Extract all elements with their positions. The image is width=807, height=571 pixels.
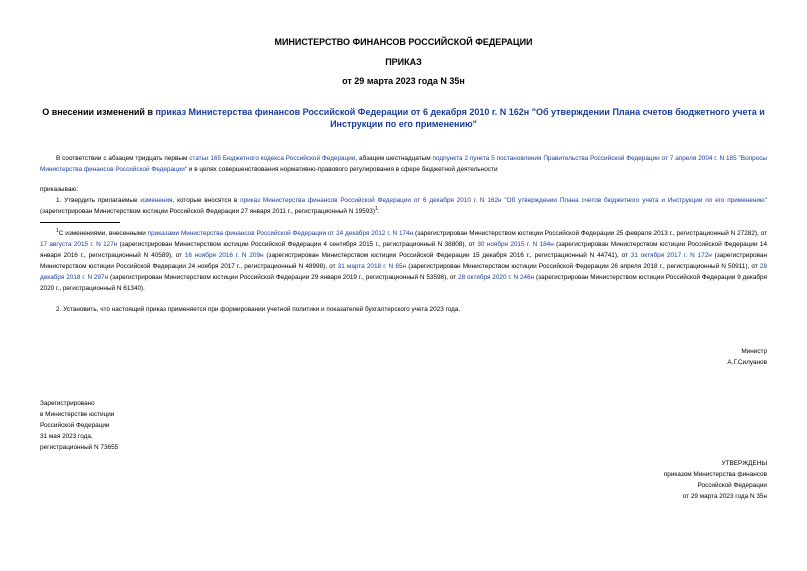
signature-name: А.Г.Силуанов	[727, 359, 767, 366]
changes-link[interactable]: изменения	[140, 197, 173, 204]
fn-text-5: (зарегистрирован Министерством юстиции Российской Федерации 15 декабря 2016 г., регистрационный N 44741), от	[263, 252, 631, 259]
fn-link-8[interactable]: 28 октября 2020 г. N 246н	[458, 274, 535, 281]
approval-line: УТВЕРЖДЕНЫ	[721, 460, 767, 467]
fn-text-6: (зарегистрирован Министерством юстиции Российской Федерации 24 ноября 2017 г., регистрационный N 48998), от	[40, 252, 767, 270]
para3-text-1: 1. Утвердить прилагаемые	[56, 197, 141, 204]
paragraph-basis	[40, 153, 767, 175]
paragraph-order: приказываю:	[40, 186, 78, 193]
ministry-heading: МИНИСТЕРСТВО ФИНАНСОВ РОССИЙСКОЙ ФЕДЕРАЦИИ	[274, 37, 533, 47]
registration-line: в Министерстве юстиции	[40, 411, 115, 418]
signature-block	[727, 346, 767, 368]
fn-text-7: (зарегистрирован Министерством юстиции Российской Федерации 26 апреля 2018 г., регистрационный N 50911), от	[406, 263, 760, 270]
fn-text-2: (зарегистрирован Министерством юстиции Российской Федерации 25 февраля 2013 г., регистрационный N 27282), от	[413, 230, 767, 237]
paragraph-item-1	[40, 195, 767, 217]
fn-link-7[interactable]: 28 декабря 2018 г. N 297н	[40, 263, 767, 281]
order-162n-link[interactable]: приказ Министерства финансов Российской Федерации от 6 декабря 2010 г. N 162н "Об утверждении Плана счетов бюджетного учета и Инструкции по его применению"	[240, 197, 767, 204]
title-text: О внесении изменений в	[42, 107, 156, 117]
fn-link-3[interactable]: 30 ноября 2015 г. N 184н	[477, 241, 554, 248]
signature-position: Министр	[741, 348, 767, 355]
fn-link-6[interactable]: 31 марта 2018 г. N 65н	[337, 263, 407, 270]
para3-text-2: , которые вносятся в	[172, 197, 241, 204]
fn-text-4: (зарегистрирован Министерством юстиции Российской Федерации 14 января 2016 г., регистрационный N 40589), от	[40, 241, 768, 259]
approval-line: Российской Федерации	[697, 482, 767, 489]
doc-date-number: от 29 марта 2023 года N 35н	[342, 76, 465, 86]
fn-text-9: (зарегистрирован Министерством юстиции Российской Федерации 9 декабря 2020 г., регистрационный N 61340).	[40, 274, 767, 292]
title-link[interactable]: приказ Министерства финансов Российской Федерации от 6 декабря 2010 г. N 162н "Об утверждении Плана счетов бюджетного учета и Инструкции по его применению"	[155, 107, 765, 129]
doc-type-heading: ПРИКАЗ	[385, 57, 422, 67]
footnote-separator	[40, 222, 120, 223]
para1-text-1: В соответствии с абзацем тридцать первым	[56, 155, 190, 162]
para3-text-4: .	[377, 208, 380, 215]
registration-line: 31 мая 2023 года,	[40, 433, 93, 440]
registration-line: Зарегистрировано	[40, 400, 95, 407]
registration-line: регистрационный N 73655	[40, 444, 119, 451]
document-title	[40, 106, 767, 130]
approval-block	[664, 458, 767, 502]
fn-text-3: (зарегистрирован Министерством юстиции Российской Федерации 4 сентября 2015 г., регистрационный N 38808), от	[117, 241, 478, 248]
approval-line: приказом Министерства финансов	[663, 471, 767, 478]
paragraph-item-2: 2. Установить, что настоящий приказ применяется при формировании учетной политики и показателей бухгалтерского учета 2023 года.	[56, 306, 461, 313]
registration-block	[40, 398, 118, 453]
fn-link-1[interactable]: приказами Министерства финансов Российской Федерации от 24 декабря 2012 г. N 174н	[147, 230, 414, 237]
government-resolution-link[interactable]: подпункта 2 пункта 5 постановления Правительства Российской Федерации от 7 апреля 2004 г. N 185 "Вопросы Министерства финансов Российской Федерации"	[40, 155, 767, 173]
budget-code-link[interactable]: статьи 165 Бюджетного кодекса Российской Федерации	[189, 155, 356, 162]
para3-text-3: (зарегистрирован Министерством юстиции Российской Федерации 27 января 2011 г., регистрационный N 19593)	[40, 208, 375, 215]
para1-text-2: , абзацем шестнадцатым	[355, 155, 433, 162]
footnote-mark: 1	[56, 227, 59, 234]
approval-line: от 29 марта 2023 года N 35н	[682, 493, 767, 500]
registration-line: Российской Федерации	[40, 422, 110, 429]
fn-link-2[interactable]: 17 августа 2015 г. N 127н	[40, 241, 118, 248]
fn-link-4[interactable]: 16 ноября 2016 г. N 209н	[184, 252, 264, 259]
para1-text-3: и в целях совершенствования нормативно-правового регулирования в сфере бюджетной деятельности	[187, 166, 498, 173]
footnote	[40, 228, 767, 294]
fn-text-1: С изменениями, внесенными	[58, 230, 148, 237]
fn-link-5[interactable]: 31 октября 2017 г. N 172н	[630, 252, 712, 259]
footnote-ref[interactable]: 1	[374, 205, 378, 212]
fn-text-8: (зарегистрирован Министерством юстиции Российской Федерации 29 января 2019 г., регистрационный N 53598), от	[108, 274, 459, 281]
